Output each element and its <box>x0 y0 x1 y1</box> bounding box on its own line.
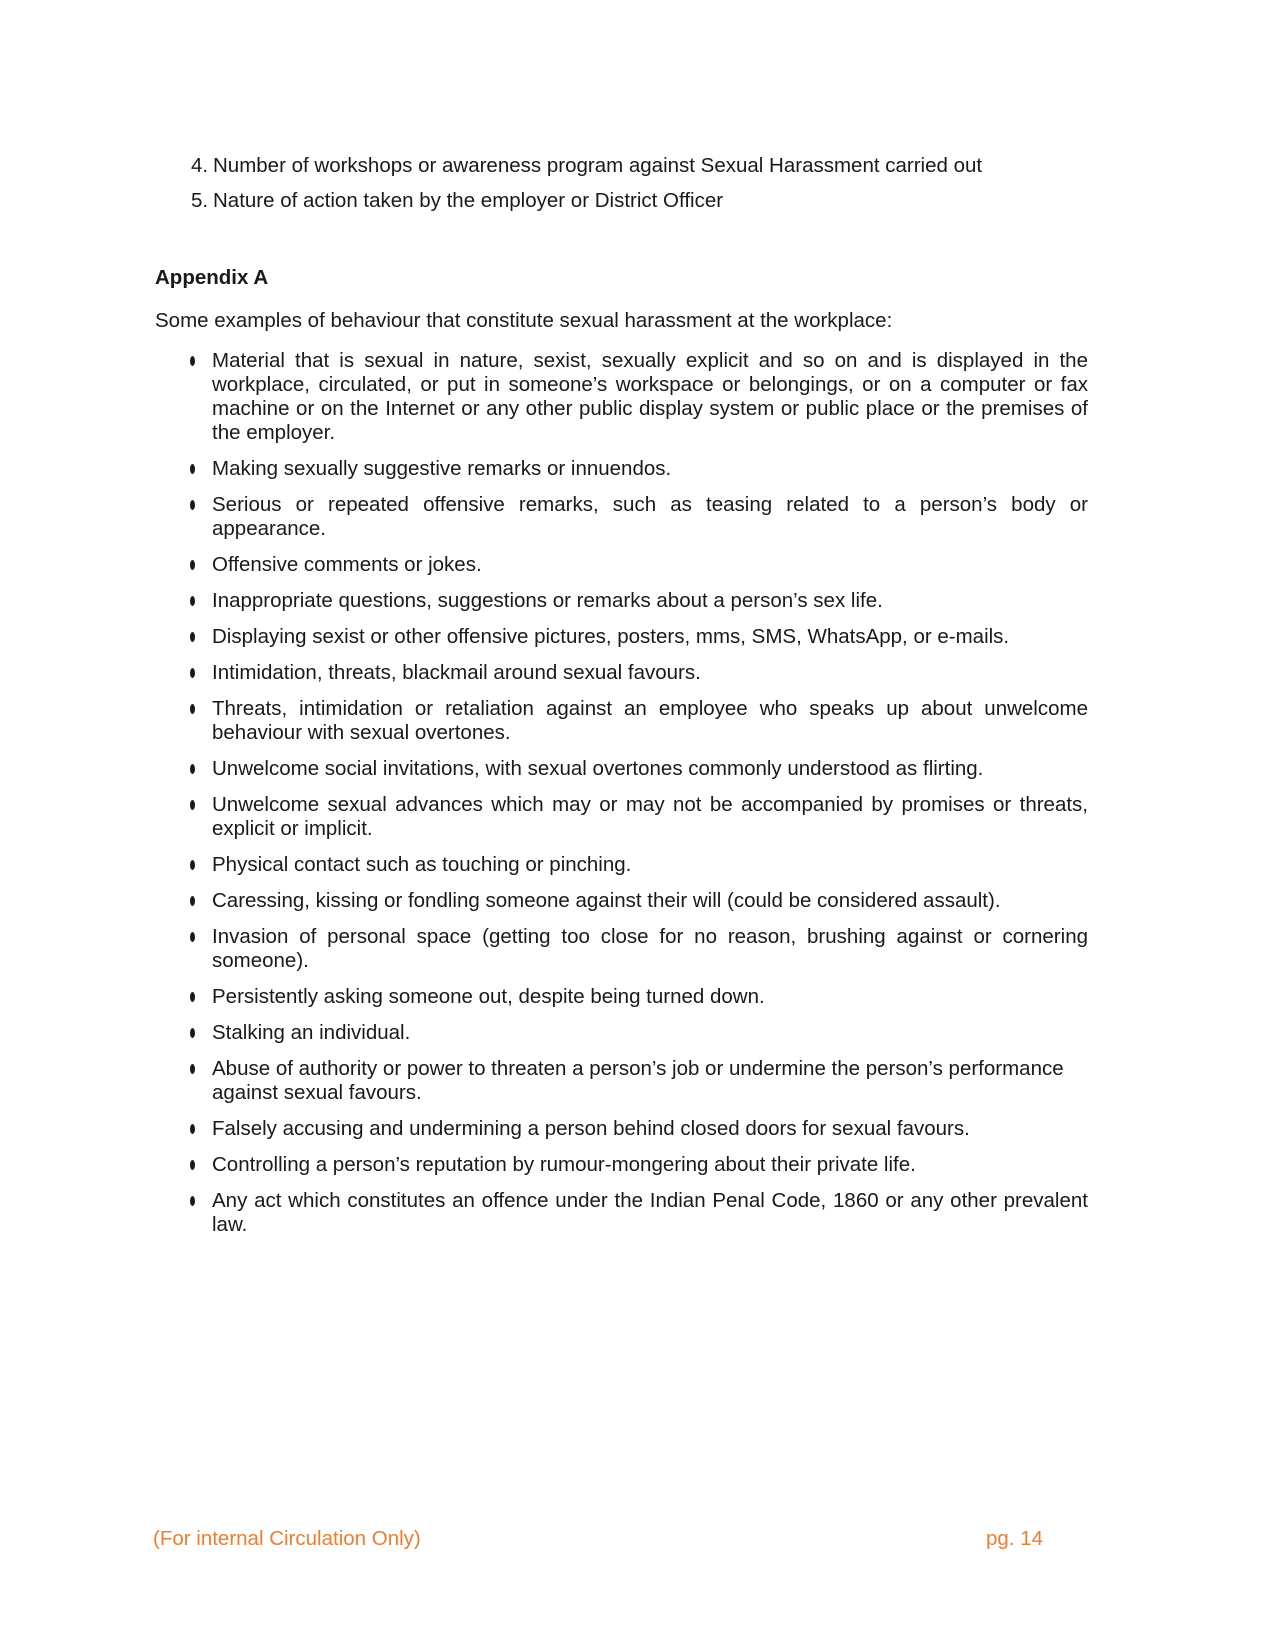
list-item-text: Unwelcome social invitations, with sexual overtones commonly understood as flirting. <box>212 757 984 780</box>
numbered-item <box>155 189 1088 213</box>
item-number: 4. <box>191 154 209 177</box>
bullet-icon <box>190 1064 195 1074</box>
bullet-icon <box>190 1124 195 1134</box>
list-item <box>155 1057 1088 1105</box>
list-item-text: Intimidation, threats, blackmail around sexual favours. <box>212 661 701 684</box>
numbered-list <box>155 154 1088 213</box>
bullet-icon <box>190 668 195 678</box>
list-item <box>155 889 1088 913</box>
list-item <box>155 625 1088 649</box>
list-item <box>155 853 1088 877</box>
bullet-icon <box>190 596 195 606</box>
bullet-icon <box>190 704 195 714</box>
list-item <box>155 985 1088 1009</box>
bullet-icon <box>190 764 195 774</box>
list-item-text: Serious or repeated offensive remarks, such as teasing related to a person’s body or appearance. <box>212 493 1088 540</box>
appendix-heading: Appendix A <box>155 266 269 289</box>
list-item <box>155 457 1088 481</box>
bullet-icon <box>190 1028 195 1038</box>
list-item-text: Displaying sexist or other offensive pictures, posters, mms, SMS, WhatsApp, or e-mails. <box>212 625 1010 648</box>
list-item <box>155 1117 1088 1141</box>
list-item-text: Stalking an individual. <box>212 1021 411 1044</box>
bullet-icon <box>190 992 195 1002</box>
list-item-text: Controlling a person’s reputation by rumour-mongering about their private life. <box>212 1153 916 1176</box>
appendix-intro: Some examples of behaviour that constitute sexual harassment at the workplace: <box>155 309 893 332</box>
item-text: Nature of action taken by the employer or District Officer <box>213 189 724 212</box>
list-item <box>155 1153 1088 1177</box>
footer-circulation-note: (For internal Circulation Only) <box>153 1527 421 1550</box>
list-item-text: Inappropriate questions, suggestions or remarks about a person’s sex life. <box>212 589 883 612</box>
bullet-list <box>155 349 1088 1237</box>
page-content <box>155 154 1088 1249</box>
bullet-icon <box>190 464 195 474</box>
list-item <box>155 757 1088 781</box>
list-item-text: Abuse of authority or power to threaten a person’s job or undermine the person’s performance against sexual favours. <box>212 1057 1064 1104</box>
list-item-text: Offensive comments or jokes. <box>212 553 482 576</box>
list-item <box>155 553 1088 577</box>
footer-page-number: pg. 14 <box>986 1527 1043 1550</box>
list-item-text: Unwelcome sexual advances which may or may not be accompanied by promises or threats, explicit or implicit. <box>212 793 1088 840</box>
list-item <box>155 1021 1088 1045</box>
bullet-icon <box>190 632 195 642</box>
bullet-icon <box>190 860 195 870</box>
list-item <box>155 349 1088 445</box>
list-item-text: Persistently asking someone out, despite being turned down. <box>212 985 765 1008</box>
list-item <box>155 589 1088 613</box>
list-item <box>155 793 1088 841</box>
list-item-text: Making sexually suggestive remarks or innuendos. <box>212 457 672 480</box>
item-text: Number of workshops or awareness program against Sexual Harassment carried out <box>213 154 983 177</box>
list-item <box>155 493 1088 541</box>
list-item-text: Threats, intimidation or retaliation against an employee who speaks up about unwelcome behaviour with sexual overtones. <box>212 697 1088 744</box>
bullet-icon <box>190 896 195 906</box>
bullet-icon <box>190 500 195 510</box>
list-item-text: Physical contact such as touching or pinching. <box>212 853 632 876</box>
list-item-text: Falsely accusing and undermining a person behind closed doors for sexual favours. <box>212 1117 970 1140</box>
list-item-text: Any act which constitutes an offence under the Indian Penal Code, 1860 or any other prevalent law. <box>212 1189 1088 1236</box>
numbered-item <box>155 154 1088 178</box>
list-item-text: Material that is sexual in nature, sexist, sexually explicit and so on and is displayed in the workplace, circulated, or put in someone’s workspace or belongings, or on a computer or fax machine or on the Internet or any other public display system or public place or the premises of the employer. <box>212 349 1088 444</box>
list-item <box>155 925 1088 973</box>
list-item <box>155 697 1088 745</box>
item-number: 5. <box>191 189 209 212</box>
bullet-icon <box>190 1160 195 1170</box>
bullet-icon <box>190 800 195 810</box>
list-item-text: Caressing, kissing or fondling someone against their will (could be considered assault). <box>212 889 1001 912</box>
bullet-icon <box>190 560 195 570</box>
bullet-icon <box>190 356 195 366</box>
bullet-icon <box>190 1196 195 1206</box>
list-item <box>155 661 1088 685</box>
list-item-text: Invasion of personal space (getting too close for no reason, brushing against or cornering someone). <box>212 925 1088 972</box>
bullet-icon <box>190 932 195 942</box>
list-item <box>155 1189 1088 1237</box>
